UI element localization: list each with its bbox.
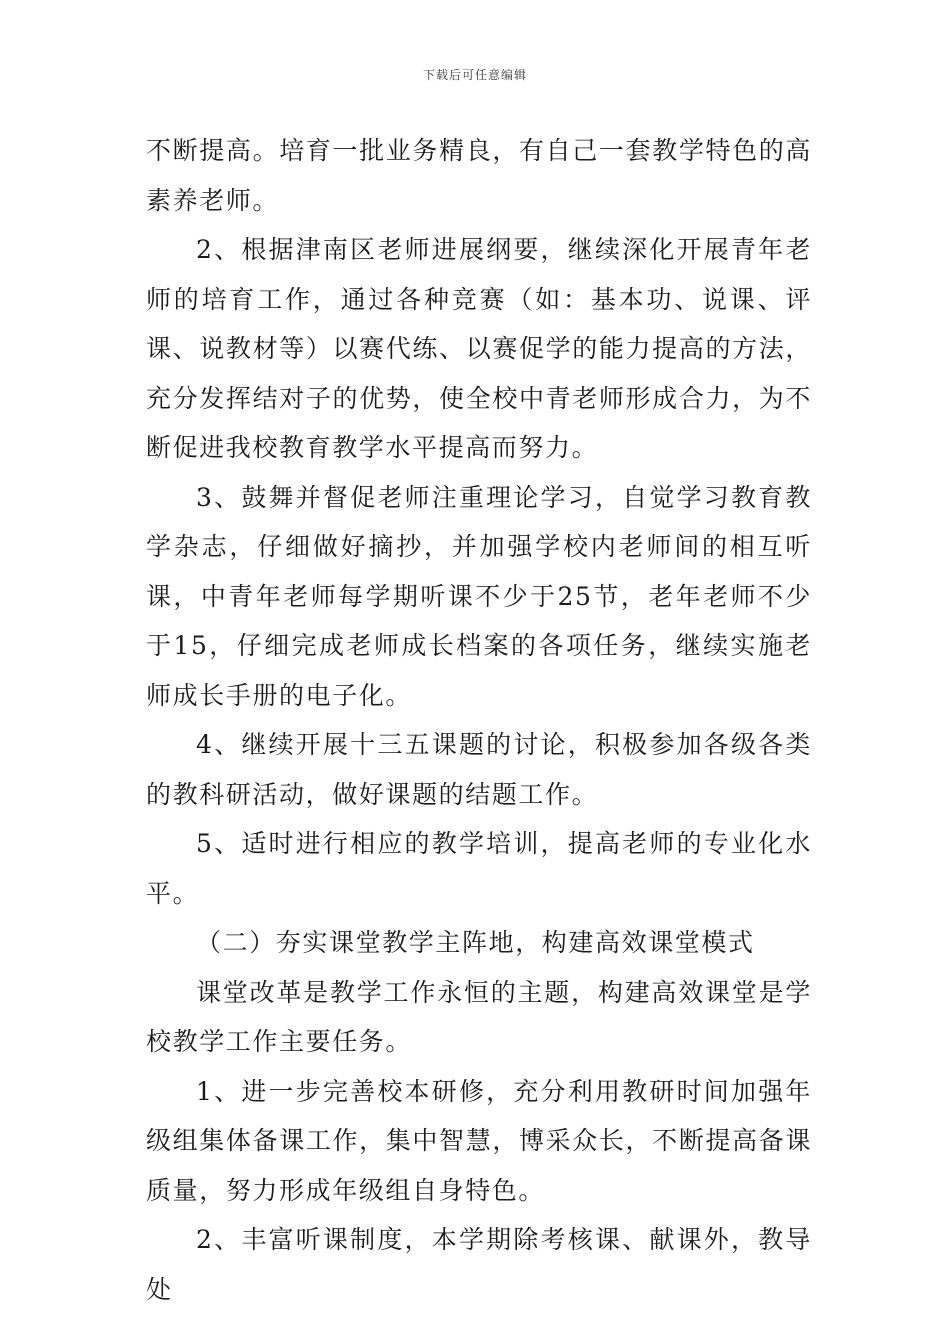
- paragraph-item-2: 2、根据津南区老师进展纲要，继续深化开展青年老师的培育工作，通过各种竞赛（如：基本功、说课、评课、说教材等）以赛代练、以赛促学的能力提高的方法，充分发挥结对子的优势，使全校中青老师形成合力，为不断促进我校教育教学水平提高而努力。: [146, 235, 812, 462]
- page-header: 下载后可任意编辑: [422, 68, 527, 82]
- paragraph-section-item-2: 2、丰富听课制度，本学期除考核课、献课外，教导处: [146, 1225, 812, 1304]
- paragraph-item-5: 5、适时进行相应的教学培训，提高老师的专业化水平。: [146, 829, 812, 908]
- document-body: [146, 126, 812, 1314]
- paragraph-item-4: 4、继续开展十三五课题的讨论，积极参加各级各类的教科研活动，做好课题的结题工作。: [146, 730, 812, 809]
- paragraph-section-item-1: 1、进一步完善校本研修，充分利用教研时间加强年级组集体备课工作，集中智慧，博采众长，不断提高备课质量，努力形成年级组自身特色。: [146, 1076, 812, 1205]
- paragraph-section-intro: 课堂改革是教学工作永恒的主题，构建高效课堂是学校教学工作主要任务。: [146, 977, 812, 1056]
- paragraph-item-3: 3、鼓舞并督促老师注重理论学习，自觉学习教育教学杂志，仔细做好摘抄，并加强学校内老师间的相互听课，中青年老师每学期听课不少于25节，老年老师不少于15，仔细完成老师成长档案的各项任务，继续实施老师成长手册的电子化。: [146, 482, 812, 710]
- paragraph-continuation: 不断提高。培育一批业务精良，有自己一套教学特色的高素养老师。: [146, 136, 812, 215]
- section-heading: （二）夯实课堂教学主阵地，构建高效课堂模式: [196, 928, 755, 957]
